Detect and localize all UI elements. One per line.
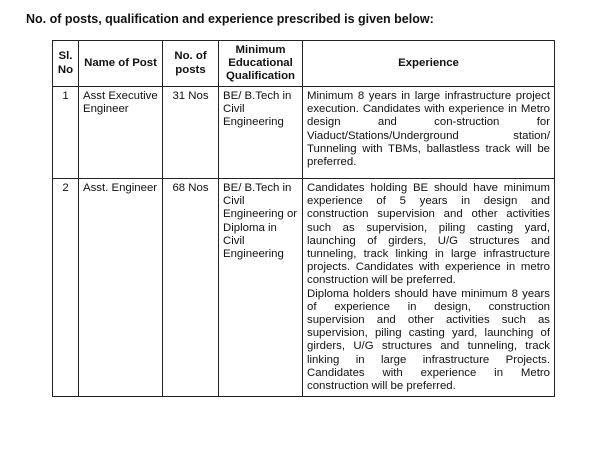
- row-qualification: BE/ B.Tech in Civil Engineering: [219, 87, 303, 179]
- experience-paragraph-diploma: Diploma holders should have minimum 8 years of experience in design, construction supervision and other activities such as supervision, piling casting yard, launching of girders, U/G structures and tunneling, track linking in large infrastructure Projects. Candidates with experience in Metro construction will be preferred.: [307, 287, 550, 393]
- row-qualification: BE/ B.Tech in Civil Engineering or Diploma in Civil Engineering: [219, 179, 303, 397]
- row-post-count: 68 Nos: [163, 179, 219, 397]
- experience-paragraph: Minimum 8 years in large infrastructure project execution. Candidates with experience in Metro design and con-struction for Viaduct/Stations/Underground station/ Tunneling with TBMs, ballastless track will be preferred.: [307, 90, 550, 169]
- table-row: [53, 179, 555, 397]
- row-post-name: Asst Executive Engineer: [79, 87, 163, 179]
- page-heading: No. of posts, qualification and experience prescribed is given below:: [26, 12, 434, 26]
- row-experience: [303, 87, 555, 179]
- row-post-name: Asst. Engineer: [79, 179, 163, 397]
- header-experience: Experience: [303, 41, 555, 87]
- row-sl: 1: [53, 87, 79, 179]
- table-row: [53, 87, 555, 179]
- header-no-of-posts: No. of posts: [163, 41, 219, 87]
- header-name-of-post: Name of Post: [79, 41, 163, 87]
- posts-table: [52, 40, 555, 397]
- table-header-row: [53, 41, 555, 87]
- row-post-count: 31 Nos: [163, 87, 219, 179]
- header-sl-no: Sl. No: [53, 41, 79, 87]
- row-sl: 2: [53, 179, 79, 397]
- experience-paragraph-be: Candidates holding BE should have minimum experience of 5 years in design and construction supervision and other activities such as supervision, piling casting yard, launching of girders, U/G structures and tunneling, track linking in large infrastructure projects. Candidates with experience in metro construction will be preferred.: [307, 182, 550, 287]
- row-experience: [303, 179, 555, 397]
- header-qualification: Minimum Educational Qualification: [219, 41, 303, 87]
